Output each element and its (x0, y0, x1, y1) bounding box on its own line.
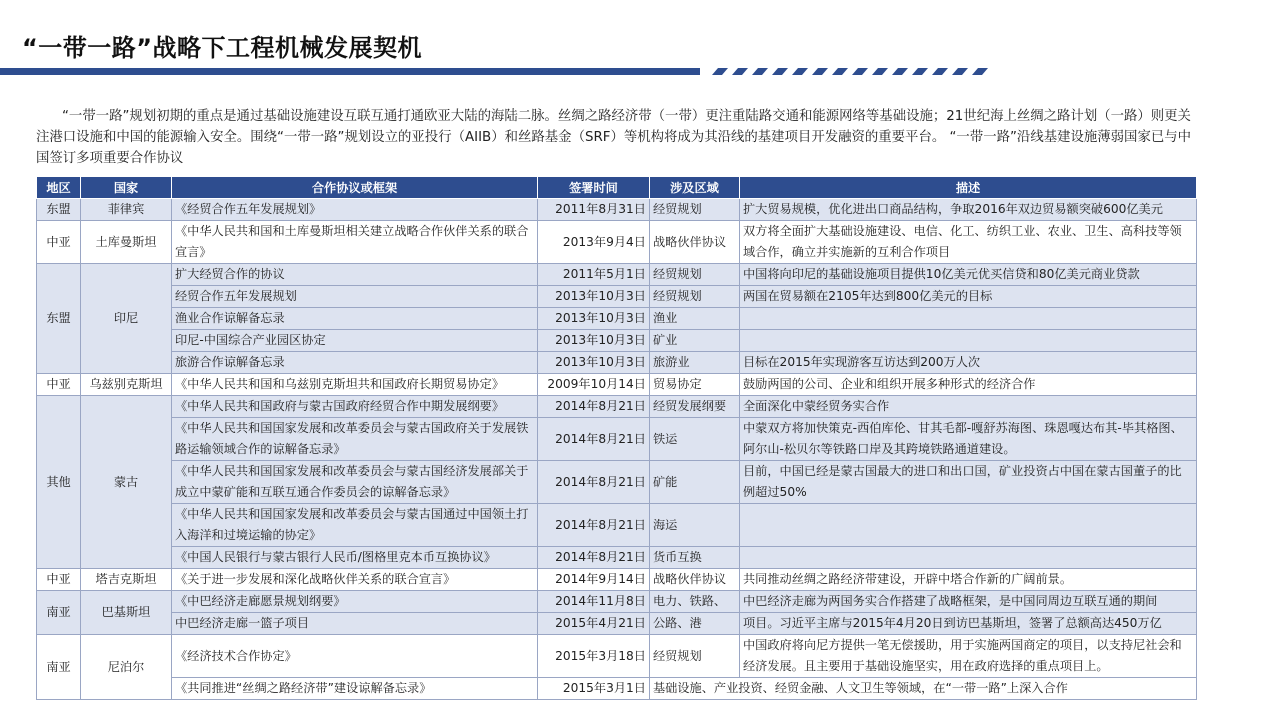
country-cell: 蒙古 (81, 396, 172, 569)
date-cell: 2013年10月3日 (538, 286, 650, 308)
table-row (37, 199, 1197, 221)
date-cell: 2013年9月4日 (538, 221, 650, 264)
domain-cell: 经贸规划 (650, 264, 740, 286)
description-cell: 中蒙双方将加快策克-西伯库伦、甘其毛都-嘎舒苏海图、珠恩嘎达布其-毕其格图、阿尔山-松贝尔等铁路口岸及其跨境铁路通道建设。 (740, 418, 1197, 461)
description-cell: 中国将向印尼的基础设施项目提供10亿美元优买信贷和80亿美元商业贷款 (740, 264, 1197, 286)
description-cell (740, 504, 1197, 547)
description-cell: 共同推动丝绸之路经济带建设，开辟中塔合作新的广阔前景。 (740, 569, 1197, 591)
agreement-cell: 《中国人民银行与蒙古银行人民币/图格里克本币互换协议》 (172, 547, 538, 569)
date-cell: 2013年10月3日 (538, 352, 650, 374)
description-cell: 目前，中国已经是蒙古国最大的进口和出口国，矿业投资占中国在蒙古国董子的比例超过50% (740, 461, 1197, 504)
rule-stripe (712, 68, 728, 75)
rule-stripe (792, 68, 808, 75)
date-cell: 2014年8月21日 (538, 396, 650, 418)
agreement-cell: 《中华人民共和国国家发展和改革委员会与蒙古国通过中国领土打入海洋和过境运输的协定》 (172, 504, 538, 547)
date-cell: 2009年10月14日 (538, 374, 650, 396)
description-cell: 项目。习近平主席与2015年4月20日到访巴基斯坦，签署了总额高达450万亿 (740, 613, 1197, 635)
domain-cell: 经贸规划 (650, 635, 740, 678)
date-cell: 2014年8月21日 (538, 461, 650, 504)
region-cell: 东盟 (37, 264, 81, 374)
table-row (37, 613, 1197, 635)
description-cell (740, 547, 1197, 569)
header-description: 描述 (740, 177, 1197, 199)
country-cell: 乌兹别克斯坦 (81, 374, 172, 396)
description-cell: 两国在贸易额在2105年达到800亿美元的目标 (740, 286, 1197, 308)
rule-stripe (772, 68, 788, 75)
description-cell (740, 308, 1197, 330)
country-cell: 巴基斯坦 (81, 591, 172, 635)
agreement-cell: 《中华人民共和国和乌兹别克斯坦共和国政府长期贸易协定》 (172, 374, 538, 396)
domain-cell: 电力、铁路、 (650, 591, 740, 613)
agreement-cell: 《关于进一步发展和深化战略伙伴关系的联合宣言》 (172, 569, 538, 591)
agreement-cell: 中巴经济走廊一篮子项目 (172, 613, 538, 635)
header-country: 国家 (81, 177, 172, 199)
agreement-cell: 渔业合作谅解备忘录 (172, 308, 538, 330)
description-cell (740, 330, 1197, 352)
description-cell: 鼓励两国的公司、企业和组织开展多种形式的经济合作 (740, 374, 1197, 396)
agreement-cell: 《中华人民共和国和土库曼斯坦相关建立战略合作伙伴关系的联合宣言》 (172, 221, 538, 264)
region-cell: 中亚 (37, 569, 81, 591)
rule-stripe (972, 68, 988, 75)
header-region: 地区 (37, 177, 81, 199)
date-cell: 2011年8月31日 (538, 199, 650, 221)
description-cell: 扩大贸易规模，优化进出口商品结构，争取2016年双边贸易额突破600亿美元 (740, 199, 1197, 221)
agreement-cell: 《经贸合作五年发展规划》 (172, 199, 538, 221)
agreement-cell: 《中华人民共和国政府与蒙古国政府经贸合作中期发展纲要》 (172, 396, 538, 418)
region-cell: 南亚 (37, 635, 81, 700)
date-cell: 2015年3月1日 (538, 678, 650, 700)
table-row (37, 352, 1197, 374)
region-cell: 中亚 (37, 221, 81, 264)
agreement-cell: 《中华人民共和国国家发展和改革委员会与蒙古国政府关于发展铁路运输领域合作的谅解备忘录》 (172, 418, 538, 461)
agreement-cell: 扩大经贸合作的协议 (172, 264, 538, 286)
date-cell: 2014年8月21日 (538, 547, 650, 569)
table-row (37, 308, 1197, 330)
domain-cell: 铁运 (650, 418, 740, 461)
date-cell: 2013年10月3日 (538, 308, 650, 330)
country-cell: 尼泊尔 (81, 635, 172, 700)
country-cell: 塔吉克斯坦 (81, 569, 172, 591)
description-cell: 中巴经济走廊为两国务实合作搭建了战略框架，是中国同周边互联互通的期间 (740, 591, 1197, 613)
domain-cell: 经贸发展纲要 (650, 396, 740, 418)
rule-stripe (832, 68, 848, 75)
date-cell: 2015年4月21日 (538, 613, 650, 635)
description-cell: 中国政府将向尼方提供一笔无偿援助，用于实施两国商定的项目，以支持尼社会和经济发展。且主要用于基础设施坚实，用在政府选择的重点项目上。 (740, 635, 1197, 678)
agreement-cell: 《中华人民共和国国家发展和改革委员会与蒙古国经济发展部关于成立中蒙矿能和互联互通合作委员会的谅解备忘录》 (172, 461, 538, 504)
header-domain: 涉及区域 (650, 177, 740, 199)
domain-cell: 战略伙伴协议 (650, 221, 740, 264)
page-title: “一带一路”战略下工程机械发展契机 (22, 34, 423, 62)
domain-cell: 经贸规划 (650, 199, 740, 221)
description-cell: 双方将全面扩大基础设施建设、电信、化工、纺织工业、农业、卫生、高科技等领域合作，确立并实施新的互利合作项目 (740, 221, 1197, 264)
header-agreement: 合作协议或框架 (172, 177, 538, 199)
agreement-cell: 印尼-中国综合产业园区协定 (172, 330, 538, 352)
agreement-cell: 旅游合作谅解备忘录 (172, 352, 538, 374)
date-cell: 2014年8月21日 (538, 418, 650, 461)
domain-cell: 贸易协定 (650, 374, 740, 396)
date-cell: 2014年11月8日 (538, 591, 650, 613)
date-cell: 2013年10月3日 (538, 330, 650, 352)
rule-stripe (932, 68, 948, 75)
description-cell: 目标在2015年实现游客互访达到200万人次 (740, 352, 1197, 374)
table-row (37, 591, 1197, 613)
rule-stripe (912, 68, 928, 75)
table-row (37, 635, 1197, 678)
table-header-row (37, 177, 1197, 199)
domain-cell: 战略伙伴协议 (650, 569, 740, 591)
date-cell: 2014年9月14日 (538, 569, 650, 591)
table-row (37, 504, 1197, 547)
domain-cell: 海运 (650, 504, 740, 547)
country-cell: 印尼 (81, 264, 172, 374)
date-cell: 2014年8月21日 (538, 504, 650, 547)
agreement-cell: 《共同推进“丝绸之路经济带”建设谅解备忘录》 (172, 678, 538, 700)
region-cell: 中亚 (37, 374, 81, 396)
domain-cell: 渔业 (650, 308, 740, 330)
table-row (37, 396, 1197, 418)
table-row (37, 569, 1197, 591)
title-underline (0, 68, 1000, 75)
rule-stripe (952, 68, 968, 75)
table-row (37, 221, 1197, 264)
table-row (37, 547, 1197, 569)
description-cell: 全面深化中蒙经贸务实合作 (740, 396, 1197, 418)
domain-cell: 旅游业 (650, 352, 740, 374)
country-cell: 菲律宾 (81, 199, 172, 221)
date-cell: 2011年5月1日 (538, 264, 650, 286)
cooperation-table (36, 176, 1197, 700)
rule-stripe (752, 68, 768, 75)
table-row (37, 264, 1197, 286)
domain-cell: 货币互换 (650, 547, 740, 569)
region-cell: 南亚 (37, 591, 81, 635)
domain-cell: 矿能 (650, 461, 740, 504)
agreement-cell: 《中巴经济走廊愿景规划纲要》 (172, 591, 538, 613)
table-row (37, 461, 1197, 504)
rule-stripe (872, 68, 888, 75)
rule-stripe (732, 68, 748, 75)
region-cell: 东盟 (37, 199, 81, 221)
country-cell: 土库曼斯坦 (81, 221, 172, 264)
table-row (37, 418, 1197, 461)
header-date: 签署时间 (538, 177, 650, 199)
rule-stripe (852, 68, 868, 75)
domain-cell: 矿业 (650, 330, 740, 352)
table-row (37, 678, 1197, 700)
rule-stripe (892, 68, 908, 75)
intro-paragraph: “一带一路”规划初期的重点是通过基础设施建设互联互通打通欧亚大陆的海陆二脉。丝绸之路经济带（一带）更注重陆路交通和能源网络等基础设施；21世纪海上丝绸之路计划（一路）则更关注港口设施和中国的能源输入安全。围绕“一带一路”规划设立的亚投行（AIIB）和丝路基金（SRF）等机构将成为其沿线的基建项目开发融资的重要平台。 “一带一路”沿线基建设施薄弱国家已与中国签订多项重要合作协议 (36, 109, 1192, 166)
agreement-cell: 《经济技术合作协定》 (172, 635, 538, 678)
table-row (37, 374, 1197, 396)
description-cell: 基础设施、产业投资、经贸金融、人文卫生等领域，在“一带一路”上深入合作 (650, 678, 1197, 700)
table-row (37, 330, 1197, 352)
domain-cell: 经贸规划 (650, 286, 740, 308)
rule-stripe (812, 68, 828, 75)
agreement-cell: 经贸合作五年发展规划 (172, 286, 538, 308)
date-cell: 2015年3月18日 (538, 635, 650, 678)
region-cell: 其他 (37, 396, 81, 569)
table-row (37, 286, 1197, 308)
domain-cell: 公路、港 (650, 613, 740, 635)
